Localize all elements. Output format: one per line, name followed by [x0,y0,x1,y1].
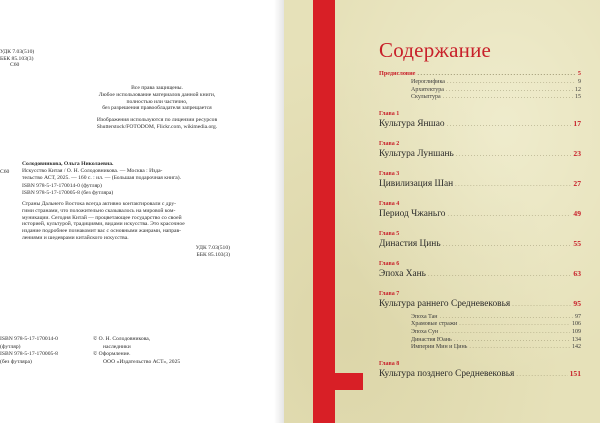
toc-chapter-5 [379,230,581,252]
chapter-entry[interactable] [379,269,581,282]
chapter-entry[interactable] [379,369,581,382]
entry-page: 55 [573,238,581,248]
udk-codes-top [0,49,34,69]
entry-label: Эпоха Сун [411,328,439,335]
toc-subentry[interactable] [379,314,581,322]
entry-page: 95 [573,298,581,308]
entry-label: Период Чжаньго [379,208,446,219]
entry-page: 27 [573,178,581,188]
entry-label: Культура Яншао [379,118,445,129]
toc-chapter-8 [379,360,581,382]
entry-page: 12 [575,86,581,93]
entry-label: Династия Юань [411,336,452,343]
isbn-note: (без футляра) [0,358,32,365]
dot-leader [516,372,567,378]
copyright-notice [93,336,180,366]
dot-leader [443,242,572,248]
catalog-isbn [0,183,280,197]
toc-subentry[interactable] [379,79,581,87]
dot-leader [454,337,570,343]
catalog-description [0,168,280,182]
isbn-line: ISBN 978-5-17-170005-8 (без футляра) [22,190,114,197]
catalog-author: Солодовникова, Ольга Николаевна. [22,161,114,167]
desc-line: Искусство Китая / О. Н. Солодовникова. — Москва : Изда- [22,167,163,174]
decorative-red-bar [313,0,335,423]
bottom-isbn [0,336,58,366]
entry-page: 151 [569,368,581,378]
license-line: Shutterstock/FOTODOM, Flickr.com, wikimedia.org. [96,123,218,130]
dot-leader [447,79,576,85]
entry-page: 109 [572,328,581,335]
catalog-record [0,161,280,258]
udk-code: УДК 7.03(510) [0,49,35,55]
entry-page: 15 [575,94,581,101]
entry-page: 106 [572,321,581,328]
catalog-abstract [0,201,280,242]
udk-code: УДК 7.03(510) [195,244,230,251]
entry-label: Иероглифика [411,79,445,85]
udk-codes-right [0,245,280,259]
chapter-number: Глава 4 [379,200,400,207]
isbn-note: (футляр) [0,343,21,350]
desc-line: тельство АСТ, 2025. — 160 с. : ил. — (Большая подарочная книга). [22,174,182,181]
entry-label: Скульптура [411,94,441,101]
chapter-number: Глава 8 [379,360,400,367]
isbn-line: ISBN 978-5-17-170014-0 [0,336,58,342]
rights-line: без разрешения правообладателя запрещается [102,105,212,112]
dot-leader [440,329,570,335]
author-mark-side: С60 [0,169,10,175]
entry-label: Эпоха Тан [411,313,438,320]
chapter-number: Глава 5 [379,230,400,237]
chapter-entry[interactable] [379,209,581,222]
entry-label: Архитектура [411,86,444,93]
table-of-contents [379,70,581,382]
entry-label: Цивилизация Шан [379,178,454,189]
entry-page: 9 [578,79,581,85]
bbk-code: ББК 85.103(3) [196,251,230,258]
dot-leader [440,314,574,320]
toc-subentry[interactable] [379,321,581,329]
entry-page: 97 [575,313,581,320]
dot-leader [512,302,571,308]
entry-page: 49 [573,208,581,218]
rights-line: Все права защищены. [131,85,183,91]
copyright-line: © О. Н. Солодовникова, [93,336,151,342]
dot-leader [443,94,573,100]
toc-entry-preface[interactable] [379,70,581,79]
abstract-line: историей, культурой, традициями, видами искусства. Это красочное [22,221,185,228]
copyright-line: ООО «Издательство АСТ», 2025 [103,358,181,365]
abstract-line: муникации. Сегодня Китай — процветающее государство со своей [22,214,182,221]
chapter-entry[interactable] [379,119,581,132]
abstract-line: издание подробнее познакомит вас с основными жанрами, направ- [22,228,182,235]
chapter-entry[interactable] [379,239,581,252]
rights-notice [62,85,252,131]
toc-chapter-7 [379,290,581,352]
copyright-page [0,0,284,423]
author-mark: С60 [10,62,20,69]
rights-line: полностью или частично, [126,98,188,105]
chapter-entry[interactable] [379,149,581,162]
toc-title: Содержание [379,38,492,62]
dot-leader [456,152,572,158]
decorative-red-arm [313,373,363,390]
bbk-code: ББК 85.103(3) [0,55,34,62]
entry-label: Эпоха Хань [379,268,426,279]
chapter-number: Глава 3 [379,170,400,177]
rights-line: Любое использование материалов данной книги, [98,91,216,98]
dot-leader [469,344,570,350]
dot-leader [446,87,573,93]
dot-leader [455,182,571,188]
chapter-subentries [379,314,581,352]
entry-label: Династия Цинь [379,238,441,249]
dot-leader [459,321,570,327]
chapter-number: Глава 1 [379,110,400,117]
isbn-line: ISBN 978-5-17-170014-0 (футляр) [22,183,102,190]
entry-page: 134 [572,336,581,343]
entry-page: 23 [573,148,581,158]
chapter-entry[interactable] [379,299,581,312]
entry-page: 142 [572,344,581,351]
toc-chapter-6 [379,260,581,282]
abstract-line: гими странами, что положительно сказывалось на мировой ком- [22,207,176,214]
chapter-number: Глава 6 [379,260,400,267]
toc-chapter-4 [379,200,581,222]
entry-label: Культура Луншань [379,148,454,159]
entry-label: Храмовые стражи [411,321,458,328]
chapter-entry[interactable] [379,179,581,192]
toc-subentry[interactable] [379,329,581,337]
entry-label: Культура позднего Средневековья [379,368,515,379]
toc-subentry[interactable] [379,94,581,102]
entry-page: 63 [573,268,581,278]
entry-label: Империи Мин и Цинь [411,344,468,351]
dot-leader [428,272,571,278]
copyright-line: наследники [103,343,131,350]
toc-subentry[interactable] [379,344,581,352]
license-line: Изображения используются по лицензии ресурсов [96,117,218,124]
copyright-line: © Оформление. [93,351,131,358]
chapter-number: Глава 2 [379,140,400,147]
toc-chapter-2 [379,140,581,162]
entry-label: Культура раннего Средневековья [379,298,511,309]
abstract-line: лениями и шедеврами китайского искусства. [22,234,129,241]
chapter-number: Глава 7 [379,290,400,297]
toc-chapter-3 [379,170,581,192]
contents-page [284,0,600,423]
toc-chapter-1 [379,110,581,132]
entry-page: 5 [577,70,581,77]
toc-subentry[interactable] [379,87,581,95]
isbn-line: ISBN 978-5-17-170005-8 [0,351,58,358]
entry-label: Предисловие [379,70,416,77]
dot-leader [447,122,572,128]
dot-leader [417,71,575,77]
toc-subentry[interactable] [379,337,581,345]
entry-page: 17 [573,118,581,128]
abstract-line: Страны Дальнего Востока всегда активно контактировали с дру- [22,200,177,207]
dot-leader [448,212,572,218]
